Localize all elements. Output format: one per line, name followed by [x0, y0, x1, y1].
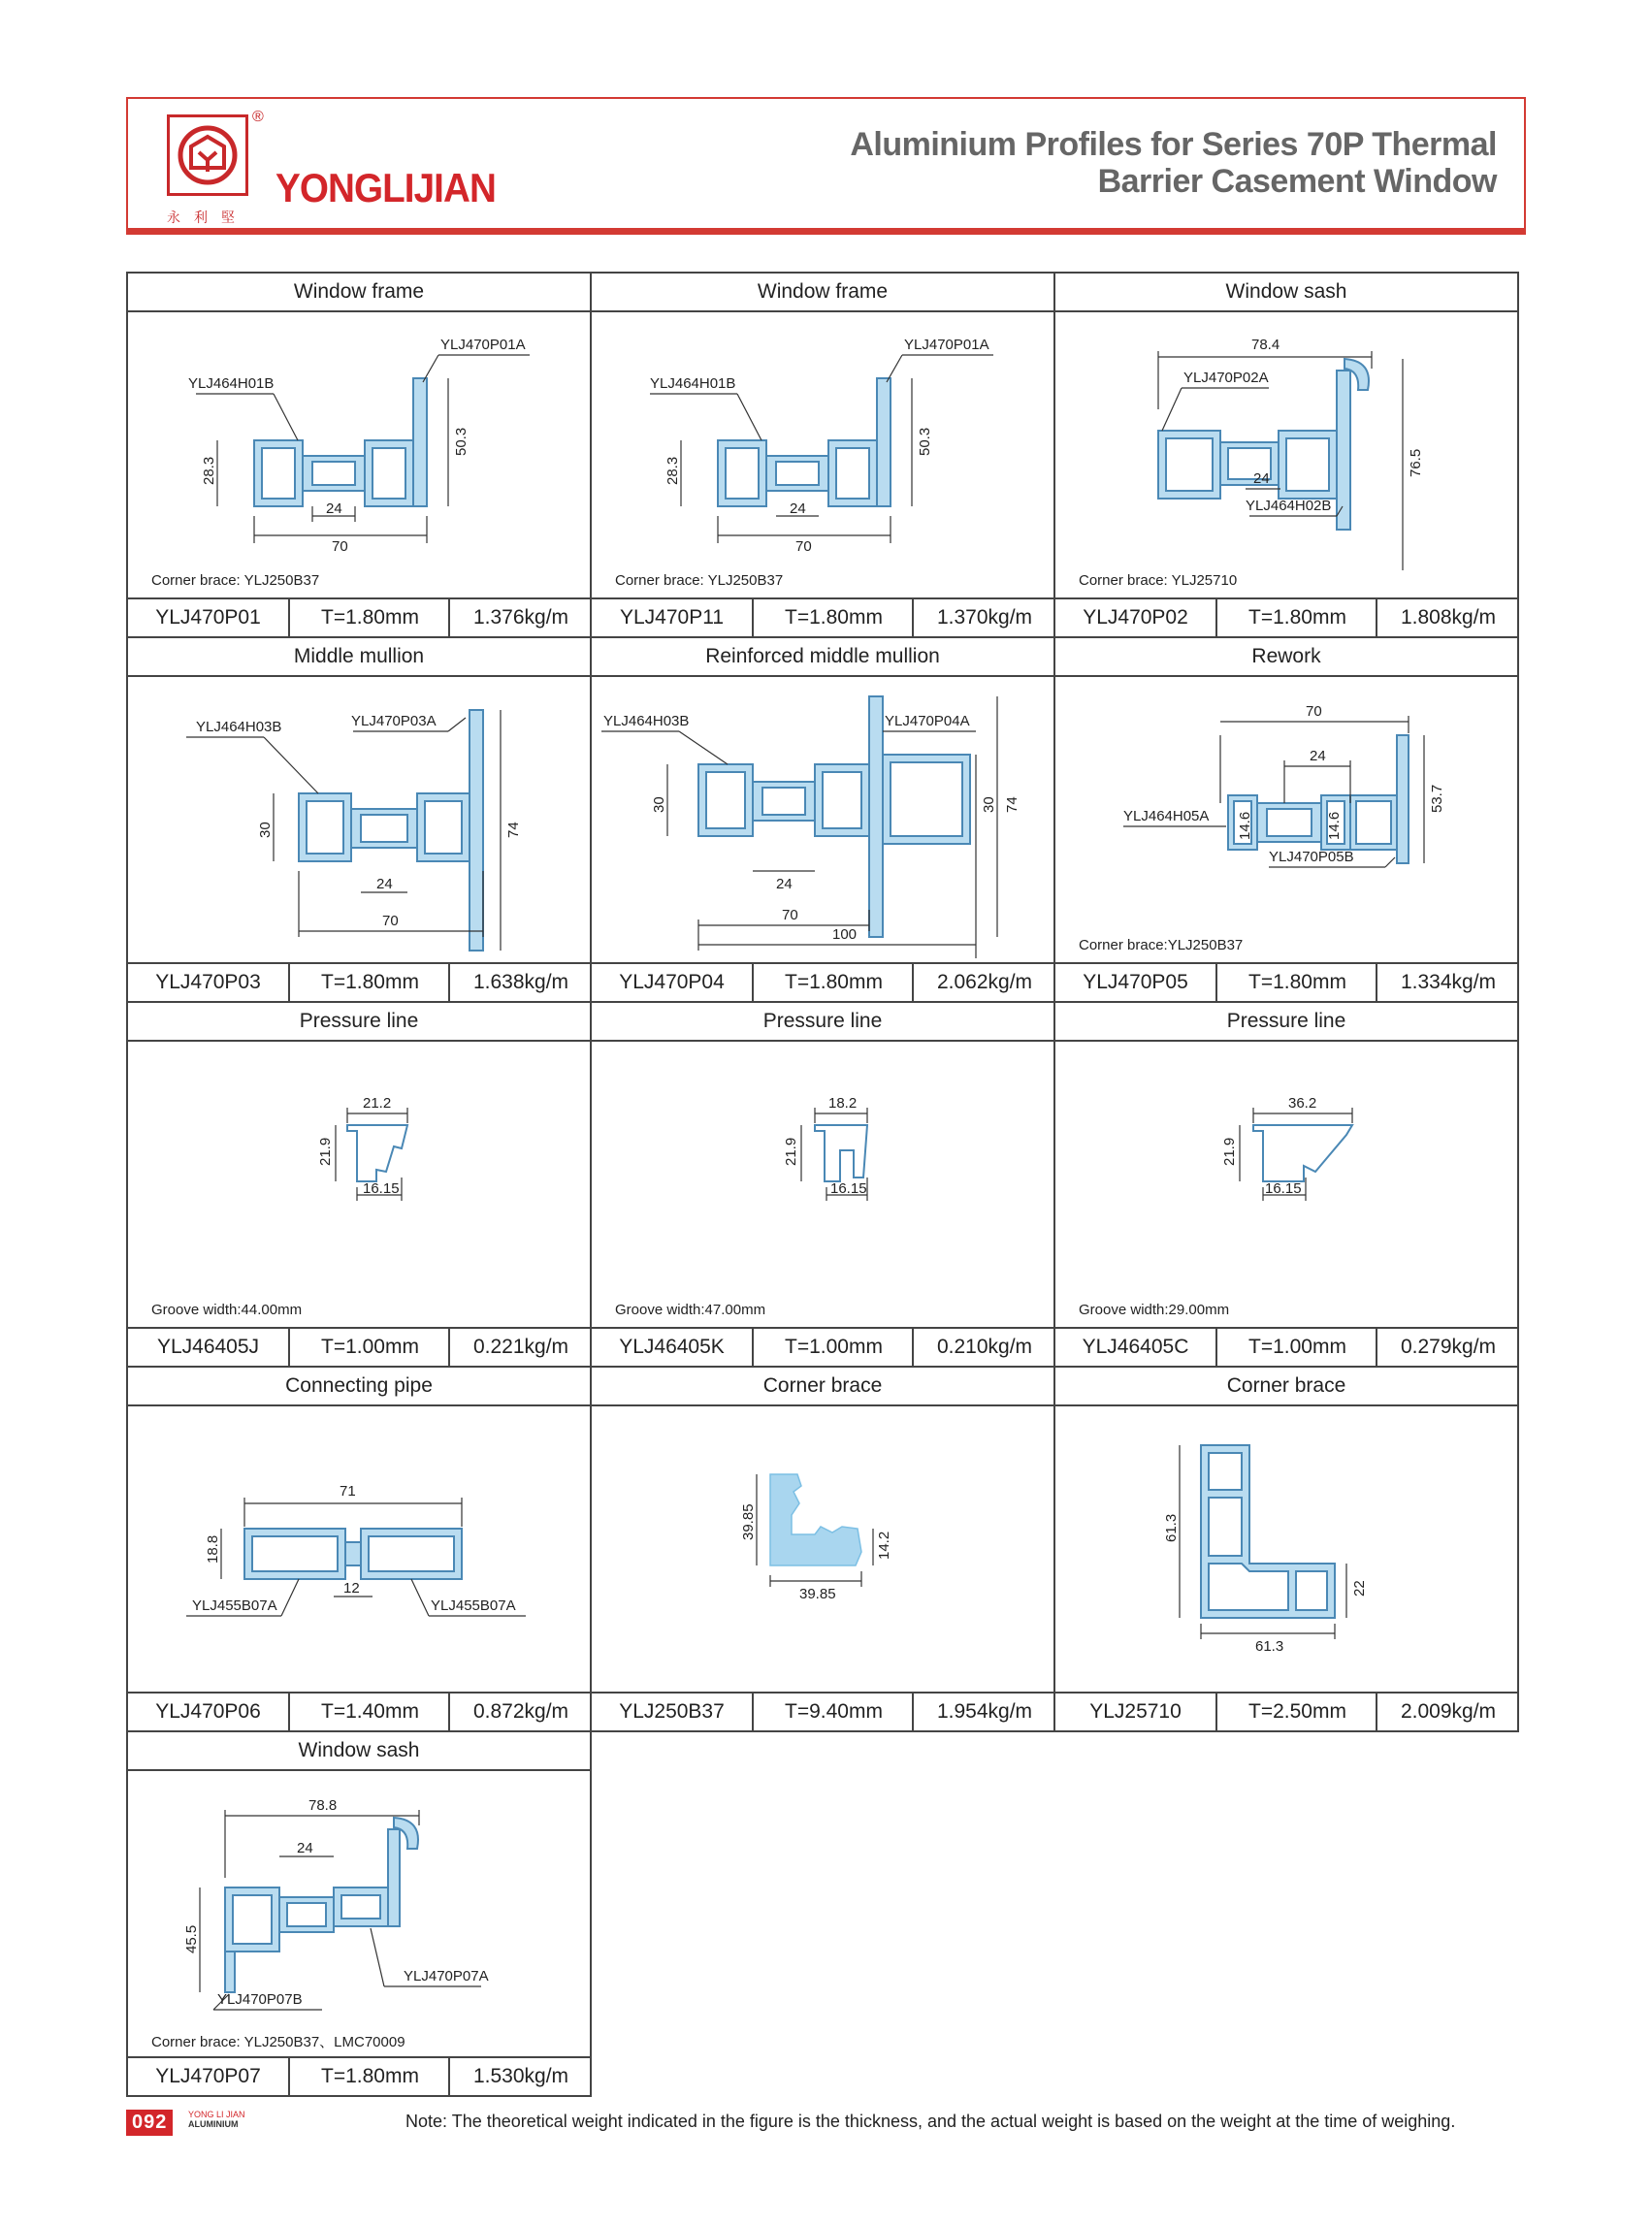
dim-width-inner: 24 [790, 500, 806, 517]
profile-thickness: T=1.80mm [752, 964, 914, 1001]
profile-drawing [592, 677, 1053, 964]
profile-card [126, 636, 592, 1003]
dim-height: 21.9 [783, 1137, 799, 1166]
profile-thickness: T=1.80mm [288, 964, 450, 1001]
dim-height: 30 [651, 796, 667, 813]
spec-row [592, 1327, 1053, 1366]
spec-row [128, 1692, 590, 1730]
dim-width-total: 70 [795, 538, 812, 555]
profile-card [126, 1001, 592, 1368]
profile-thickness: T=9.40mm [752, 1694, 914, 1730]
dim-width-inner: 24 [326, 500, 342, 517]
dim-height-left: 14.6 [1237, 811, 1253, 840]
dim-width-total: 100 [832, 926, 858, 943]
profile-label-b: YLJ470P05B [1269, 849, 1354, 865]
title-line-2: Barrier Casement Window [1097, 163, 1497, 200]
brand-name: YONGLIJIAN [275, 165, 496, 210]
profile-drawing [592, 312, 1053, 599]
card-title: Window sash [128, 1732, 590, 1771]
spec-row [1055, 1692, 1517, 1730]
profile-card [590, 1366, 1055, 1732]
profile-weight: 2.009kg/m [1376, 1694, 1519, 1730]
profile-card [1053, 1366, 1519, 1732]
dim-height-right: 50.3 [917, 427, 933, 456]
profile-weight: 1.376kg/m [448, 599, 592, 636]
profile-weight: 1.370kg/m [912, 599, 1055, 636]
profile-drawing [592, 1406, 1053, 1694]
dim-height: 39.85 [740, 1503, 757, 1540]
spec-row [1055, 1327, 1517, 1366]
profile-code: YLJ25710 [1089, 1700, 1182, 1723]
profile-weight: 1.530kg/m [448, 2058, 592, 2095]
title-line-1: Aluminium Profiles for Series 70P Thermal [850, 126, 1497, 163]
corner-brace-note: Corner brace: YLJ250B37、LMC70009 [151, 2034, 405, 2050]
profile-card [126, 1730, 592, 2097]
profile-drawing [1055, 312, 1517, 599]
dim-width-total: 70 [332, 538, 348, 555]
spec-row [1055, 597, 1517, 636]
profile-label-b: YLJ464H03B [603, 713, 690, 729]
profile-code: YLJ470P03 [155, 971, 261, 993]
page-number: 092 [126, 2110, 173, 2136]
dim-groove: 16.15 [363, 1180, 400, 1197]
corner-brace-note: Corner brace: YLJ25710 [1079, 572, 1238, 589]
profile-code: YLJ250B37 [619, 1700, 725, 1723]
profile-label-b: YLJ464H01B [650, 375, 736, 392]
profile-card [1053, 272, 1519, 638]
profile-drawing [128, 1771, 590, 2058]
groove-width-note: Groove width:47.00mm [615, 1302, 766, 1318]
card-title: Rework [1055, 638, 1517, 677]
dim-height-right: 74 [1004, 796, 1020, 813]
profile-thickness: T=1.00mm [1215, 1329, 1377, 1366]
profile-code: YLJ470P06 [155, 1700, 261, 1723]
spec-row [1055, 962, 1517, 1001]
profile-weight: 1.334kg/m [1376, 964, 1519, 1001]
dim-height: 21.9 [317, 1137, 334, 1166]
dim-width-total: 78.4 [1251, 337, 1280, 353]
footer-brand-line2: ALUMINIUM [188, 2119, 239, 2129]
spec-row [592, 597, 1053, 636]
dim-height-inner: 30 [981, 796, 997, 813]
profile-card [590, 636, 1055, 1003]
card-title: Window frame [592, 274, 1053, 312]
profile-drawing [128, 677, 590, 964]
dim-gap: 12 [343, 1580, 360, 1597]
dim-height: 30 [257, 822, 274, 838]
profile-label-b: YLJ464H03B [196, 719, 282, 735]
card-title: Pressure line [592, 1003, 1053, 1042]
profile-drawing [128, 312, 590, 599]
dim-width: 39.85 [799, 1586, 836, 1602]
profile-label-a: YLJ470P01A [440, 337, 526, 353]
profile-drawing [128, 1042, 590, 1329]
card-title: Pressure line [128, 1003, 590, 1042]
profile-label-b: YLJ455B07A [431, 1597, 516, 1614]
dim-width-inner: 24 [776, 876, 793, 892]
dim-leg: 22 [1351, 1580, 1368, 1597]
dim-height: 45.5 [183, 1924, 200, 1953]
profile-drawing [1055, 1042, 1517, 1329]
profile-code: YLJ470P05 [1083, 971, 1188, 993]
profile-label-b: YLJ464H02B [1246, 498, 1332, 514]
brand-cn-text: 永利堅 [167, 210, 248, 225]
page-footer [126, 2110, 245, 2136]
spec-row [592, 1692, 1053, 1730]
spec-row [128, 597, 590, 636]
profile-code: YLJ470P02 [1083, 606, 1188, 629]
page-header [126, 97, 1526, 235]
profile-weight: 1.808kg/m [1376, 599, 1519, 636]
registered-mark: ® [252, 109, 264, 125]
spec-row [128, 962, 590, 1001]
dim-width-inner: 24 [376, 876, 393, 892]
profile-weight: 0.872kg/m [448, 1694, 592, 1730]
dim-thickness: 14.2 [876, 1531, 892, 1560]
dim-width-total: 78.8 [308, 1797, 338, 1814]
card-title: Connecting pipe [128, 1368, 590, 1406]
profile-thickness: T=1.00mm [288, 1329, 450, 1366]
dim-width-total: 71 [340, 1483, 356, 1500]
profile-label-a: YLJ470P02A [1183, 370, 1269, 386]
profile-thickness: T=1.40mm [288, 1694, 450, 1730]
profile-code: YLJ470P04 [619, 971, 725, 993]
profile-label-b: YLJ470P07B [217, 1991, 303, 2008]
profile-drawing [128, 1406, 590, 1694]
profile-label-a: YLJ470P03A [351, 713, 437, 729]
profile-code: YLJ470P11 [619, 606, 725, 629]
profile-card [1053, 1001, 1519, 1368]
dim-width: 61.3 [1255, 1638, 1284, 1655]
dim-width-70: 70 [782, 907, 798, 923]
card-title: Window frame [128, 274, 590, 312]
groove-width-note: Groove width:44.00mm [151, 1302, 303, 1318]
profile-label-a: YLJ470P04A [885, 713, 970, 729]
corner-brace-note: Corner brace:YLJ250B37 [1079, 937, 1244, 953]
dim-height-right: 76.5 [1408, 448, 1424, 477]
dim-height-right: 74 [505, 822, 522, 838]
profile-weight: 1.638kg/m [448, 964, 592, 1001]
groove-width-note: Groove width:29.00mm [1079, 1302, 1230, 1318]
spec-row [128, 1327, 590, 1366]
profile-code: YLJ470P01 [155, 606, 261, 629]
dim-height-right: 53.7 [1429, 784, 1445, 813]
profile-card [590, 1001, 1055, 1368]
dim-width: 36.2 [1288, 1095, 1317, 1112]
profile-card [590, 272, 1055, 638]
profile-thickness: T=2.50mm [1215, 1694, 1377, 1730]
dim-width: 21.2 [363, 1095, 392, 1112]
profile-code: YLJ46405C [1082, 1336, 1189, 1358]
corner-brace-note: Corner brace: YLJ250B37 [151, 572, 320, 589]
dim-width-total: 70 [1306, 703, 1322, 720]
card-title: Pressure line [1055, 1003, 1517, 1042]
dim-height: 61.3 [1163, 1513, 1180, 1542]
spec-row [592, 962, 1053, 1001]
dim-height: 18.8 [205, 1534, 221, 1564]
card-title: Corner brace [592, 1368, 1053, 1406]
profile-drawing [1055, 1406, 1517, 1694]
profile-thickness: T=1.00mm [752, 1329, 914, 1366]
profile-weight: 0.210kg/m [912, 1329, 1055, 1366]
footer-brand-line1: YONG LI JIAN [188, 2110, 245, 2119]
profile-label-a: YLJ470P07A [404, 1968, 489, 1984]
footer-brand [188, 2110, 245, 2129]
card-title: Middle mullion [128, 638, 590, 677]
profile-card [126, 272, 592, 638]
card-title: Reinforced middle mullion [592, 638, 1053, 677]
profile-weight: 2.062kg/m [912, 964, 1055, 1001]
dim-height-mid: 14.6 [1326, 811, 1343, 840]
spec-row [128, 2056, 590, 2095]
card-title: Corner brace [1055, 1368, 1517, 1406]
profile-thickness: T=1.80mm [288, 599, 450, 636]
dim-groove: 16.15 [1265, 1180, 1302, 1197]
profile-thickness: T=1.80mm [1215, 964, 1377, 1001]
brand-logo [167, 114, 248, 223]
profile-weight: 0.279kg/m [1376, 1329, 1519, 1366]
dim-groove: 16.15 [830, 1180, 867, 1197]
dim-height: 21.9 [1221, 1137, 1238, 1166]
page-title [850, 126, 1497, 200]
corner-brace-note: Corner brace: YLJ250B37 [615, 572, 784, 589]
profile-code: YLJ470P07 [155, 2065, 261, 2087]
profile-drawing [592, 1042, 1053, 1329]
weight-note: Note: The theoretical weight indicated in the figure is the thickness, and the actual weight is based on the weight at the time of weighing. [405, 2112, 1456, 2131]
profile-thickness: T=1.80mm [752, 599, 914, 636]
profile-thickness: T=1.80mm [288, 2058, 450, 2095]
dim-height-right: 50.3 [453, 427, 470, 456]
profile-label-a: YLJ464H05A [1123, 808, 1210, 824]
dim-width-inner: 24 [1253, 470, 1270, 487]
profile-code: YLJ46405J [156, 1336, 260, 1358]
dim-height: 28.3 [201, 456, 217, 485]
profile-label-a: YLJ470P01A [904, 337, 989, 353]
profile-weight: 0.221kg/m [448, 1329, 592, 1366]
dim-width-total: 70 [382, 913, 399, 929]
profile-label-a: YLJ455B07A [192, 1597, 277, 1614]
profile-drawing [1055, 677, 1517, 964]
profile-weight: 1.954kg/m [912, 1694, 1055, 1730]
dim-width-inner: 24 [297, 1840, 313, 1856]
dim-height: 28.3 [664, 456, 681, 485]
profile-label-b: YLJ464H01B [188, 375, 275, 392]
profile-code: YLJ46405K [619, 1336, 725, 1358]
logo-mark-icon [167, 114, 248, 196]
profile-thickness: T=1.80mm [1215, 599, 1377, 636]
profile-card [1053, 636, 1519, 1003]
card-title: Window sash [1055, 274, 1517, 312]
profile-card [126, 1366, 592, 1732]
dim-width-inner: 24 [1310, 748, 1326, 764]
dim-width: 18.2 [828, 1095, 858, 1112]
